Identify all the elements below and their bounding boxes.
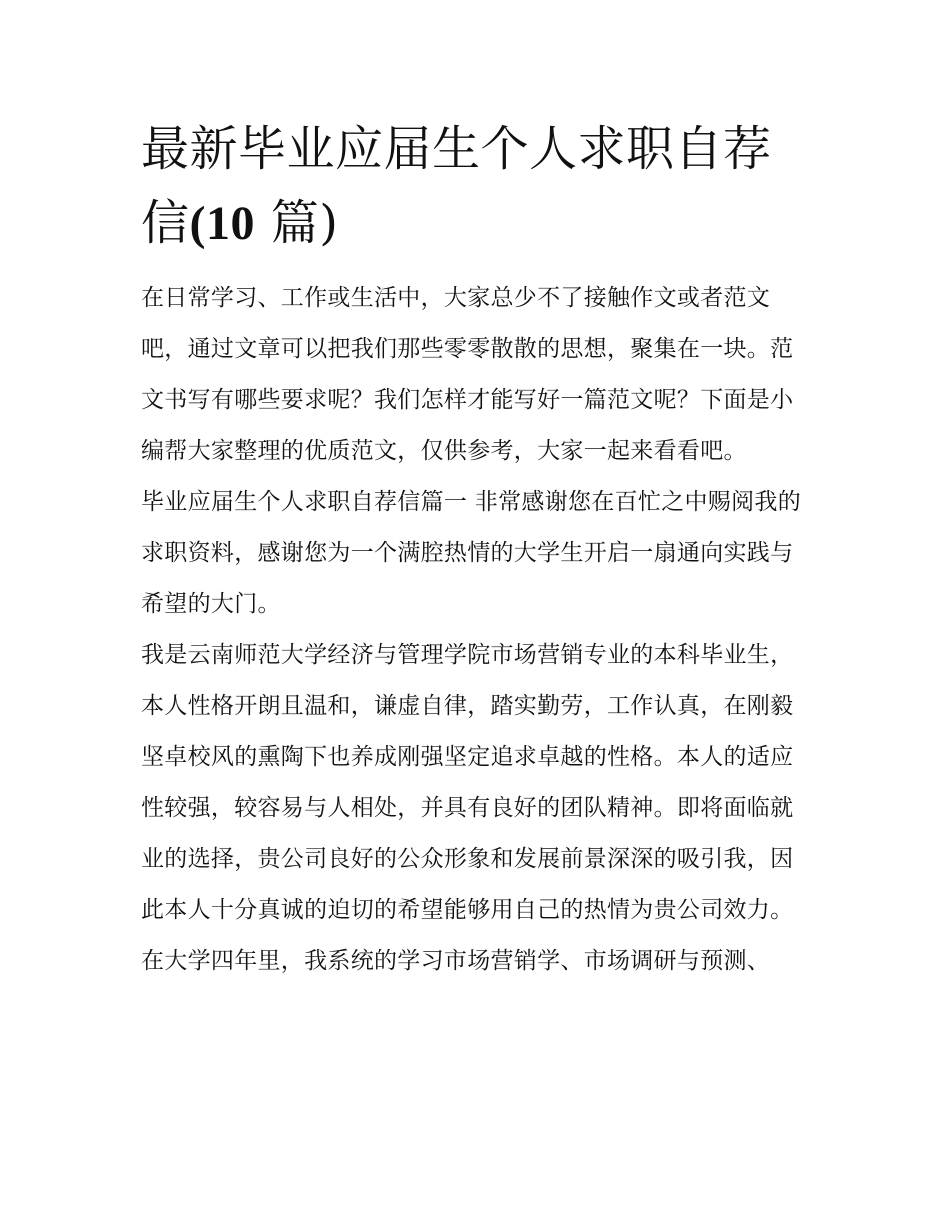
paragraph-university-study: 在大学四年里，我系统的学习市场营销学、市场调研与预测、 (141, 948, 771, 974)
title-line-1: 最新毕业应届生个人求职自荐 (141, 121, 772, 177)
document-content (141, 112, 813, 987)
paragraph-intro: 在日常学习、工作或生活中，大家总少不了接触作文或者范文吧，通过文章可以把我们那些零零散散的思想，聚集在一块。范文书写有哪些要求呢？我们怎样才能写好一篇范文呢？下面是小编帮大家整理的优质范文，仅供参考，大家一起来看看吧。 (141, 285, 794, 464)
title-count: (10 (189, 197, 255, 250)
paragraph-self-introduction: 我是云南师范大学经济与管理学院市场营销专业的本科毕业生，本人性格开朗且温和，谦虚自律，踏实勤劳，工作认真，在刚毅坚卓校风的熏陶下也养成刚强坚定追求卓越的性格。本人的适应性较强，较容易与人相处，并具有良好的团队精神。即将面临就业的选择，贵公司良好的公众形象和发展前景深深的吸引我，因此本人十分真诚的迫切的希望能够用自己的热情为贵公司效力。 (141, 642, 794, 923)
title-suffix: 篇) (255, 195, 339, 251)
document-title (141, 112, 813, 261)
title-prefix: 信 (141, 195, 190, 251)
paragraph-letter-opening: 毕业应届生个人求职自荐信篇一 非常感谢您在百忙之中赐阅我的求职资料，感谢您为一个满腔热情的大学生开启一扇通向实践与希望的大门。 (141, 489, 802, 617)
